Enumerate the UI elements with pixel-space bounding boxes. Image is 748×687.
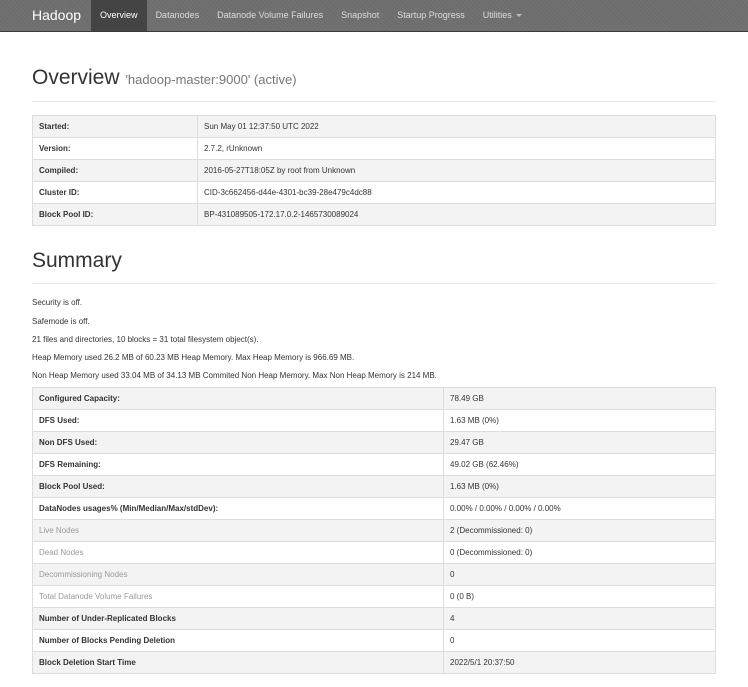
summary-value: 2 (Decommissioned: 0) xyxy=(444,520,716,542)
summary-line-files: 21 files and directories, 10 blocks = 31 total filesystem object(s). xyxy=(32,335,259,344)
top-navbar xyxy=(0,0,748,32)
table-row xyxy=(33,160,716,182)
summary-key: DataNodes usages% (Min/Median/Max/stdDev): xyxy=(33,498,444,520)
summary-value: 0 (Decommissioned: 0) xyxy=(444,542,716,564)
overview-value: 2.7.2, rUnknown xyxy=(198,138,716,160)
summary-value: 2022/5/1 20:37:50 xyxy=(444,652,716,674)
overview-subtitle: 'hadoop-master:9000' (active) xyxy=(125,72,297,87)
overview-key: Compiled: xyxy=(33,160,198,182)
summary-value: 0 (0 B) xyxy=(444,586,716,608)
summary-key: DFS Remaining: xyxy=(33,454,444,476)
summary-value: 1.63 MB (0%) xyxy=(444,410,716,432)
summary-key: DFS Used: xyxy=(33,410,444,432)
summary-line-non-heap-memory: Non Heap Memory used 33.04 MB of 34.13 MB Commited Non Heap Memory. Max Non Heap Memory is 214 MB. xyxy=(32,371,437,380)
table-row xyxy=(33,116,716,138)
overview-value: Sun May 01 12:37:50 UTC 2022 xyxy=(198,116,716,138)
overview-key: Version: xyxy=(33,138,198,160)
overview-key: Cluster ID: xyxy=(33,182,198,204)
table-row xyxy=(33,182,716,204)
table-row xyxy=(33,630,716,652)
summary-line-security: Security is off. xyxy=(32,298,83,307)
page-title xyxy=(32,60,716,98)
nav-datanodes[interactable]: Datanodes xyxy=(155,10,200,20)
summary-key: Non DFS Used: xyxy=(33,432,444,454)
summary-key: Configured Capacity: xyxy=(33,388,444,410)
summary-line-heap-memory: Heap Memory used 26.2 MB of 60.23 MB Heap Memory. Max Heap Memory is 966.69 MB. xyxy=(32,353,355,362)
nav-datanode-volume-failures[interactable]: Datanode Volume Failures xyxy=(217,10,324,20)
table-row xyxy=(33,454,716,476)
summary-value: 78.49 GB xyxy=(444,388,716,410)
volume-failures-link[interactable]: Total Datanode Volume Failures xyxy=(33,586,444,608)
summary-table xyxy=(32,387,716,674)
summary-value: 29.47 GB xyxy=(444,432,716,454)
table-row xyxy=(33,542,716,564)
table-row xyxy=(33,608,716,630)
table-row xyxy=(33,432,716,454)
nav-startup-progress[interactable]: Startup Progress xyxy=(397,10,465,20)
summary-value: 4 xyxy=(444,608,716,630)
nav-utilities-label: Utilities xyxy=(482,10,512,20)
table-row xyxy=(33,520,716,542)
table-row xyxy=(33,652,716,674)
decommissioning-nodes-link[interactable]: Decommissioning Nodes xyxy=(33,564,444,586)
overview-header xyxy=(32,60,716,102)
overview-value: BP-431089505-172.17.0.2-1465730089024 xyxy=(198,204,716,226)
overview-table xyxy=(32,115,716,226)
summary-key: Block Deletion Start Time xyxy=(33,652,444,674)
table-row xyxy=(33,498,716,520)
live-nodes-link[interactable]: Live Nodes xyxy=(33,520,444,542)
table-row xyxy=(33,476,716,498)
summary-value: 0 xyxy=(444,630,716,652)
chevron-down-icon xyxy=(516,14,522,17)
summary-key: Number of Blocks Pending Deletion xyxy=(33,630,444,652)
dead-nodes-link[interactable]: Dead Nodes xyxy=(33,542,444,564)
summary-header xyxy=(32,243,716,284)
summary-value: 1.63 MB (0%) xyxy=(444,476,716,498)
table-row xyxy=(33,586,716,608)
table-row xyxy=(33,388,716,410)
summary-value: 49.02 GB (62.46%) xyxy=(444,454,716,476)
overview-key: Block Pool ID: xyxy=(33,204,198,226)
nav-snapshot[interactable]: Snapshot xyxy=(341,10,380,20)
overview-value: 2016-05-27T18:05Z by root from Unknown xyxy=(198,160,716,182)
overview-value: CID-3c662456-d44e-4301-bc39-28e479c4dc88 xyxy=(198,182,716,204)
summary-value: 0.00% / 0.00% / 0.00% / 0.00% xyxy=(444,498,716,520)
summary-title: Summary xyxy=(32,249,122,272)
summary-line-safemode: Safemode is off. xyxy=(32,317,90,326)
table-row xyxy=(33,564,716,586)
overview-title: Overview xyxy=(32,66,120,89)
summary-key: Block Pool Used: xyxy=(33,476,444,498)
nav-utilities-dropdown[interactable] xyxy=(474,0,531,31)
summary-value: 0 xyxy=(444,564,716,586)
nav-overview[interactable]: Overview xyxy=(91,0,147,31)
table-row xyxy=(33,204,716,226)
table-row xyxy=(33,138,716,160)
brand-link[interactable]: Hadoop xyxy=(32,7,82,23)
table-row xyxy=(33,410,716,432)
summary-key: Number of Under-Replicated Blocks xyxy=(33,608,444,630)
overview-key: Started: xyxy=(33,116,198,138)
